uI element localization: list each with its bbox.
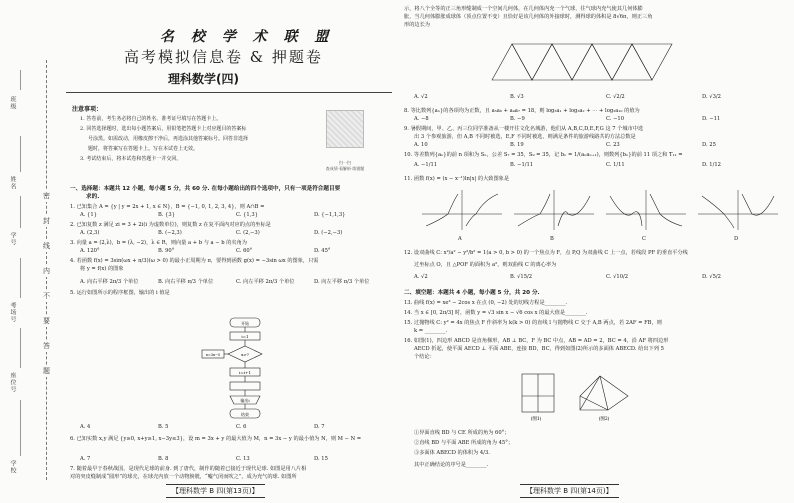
- page-footer-right: 【理科数学 B 四(第14页)】: [520, 484, 619, 498]
- question-stem: 15. 过抛物线 C: y² = 4x 的焦点 F 作斜率为 k(k > 0) 的直线 l 与抛物线 C 交于 A,B 两点，若 2AF = FB，则: [404, 320, 662, 326]
- section-heading: 二、填空题：本题共 4 小题，每小题 5 分，共 20 分.: [404, 290, 540, 296]
- flow-end: 结束: [241, 412, 249, 417]
- question-stem: 8. 等比数列{aₙ}的各项均为正数，且 a₅a₆ + a₄a₇ = 18，则 log₃a₁ + log₃a₂ + ⋯ + log₃a₁₀ 的值为: [404, 108, 640, 114]
- option: D. 1/12: [702, 162, 721, 168]
- option: D. 25: [702, 142, 716, 148]
- option: B. 8: [158, 456, 169, 462]
- option: B. (−2,3): [158, 230, 182, 236]
- option: A. 10: [414, 142, 428, 148]
- option: B. −9: [510, 116, 525, 122]
- option: D. 向左平移 π/3 个单位: [314, 279, 370, 285]
- question-stem-cont: AECD 折起，使平面 AECD ⊥ 平面 ABE，连接 BD，BC，得到如图(2)所示的多面体 ABECD. 给出下列 5: [414, 346, 664, 352]
- option: A. (2,3): [80, 230, 100, 236]
- question-stem: 7. 随着最早于春秋战国，是现代足球的前身. 到了唐代，制作的随着已接近于现代足球. 如图是用八片相: [70, 466, 307, 472]
- option: B: [550, 236, 554, 242]
- note-line: 1. 答卷前，考生务必将自己的姓名、准考证号填写在答题卡上。: [80, 116, 222, 122]
- geometry-figures: [516, 366, 636, 422]
- seal-char: 题: [43, 367, 50, 375]
- flow-check: x>?: [241, 352, 249, 357]
- section-heading: 一、选择题：本题共 12 小题，每小题 5 分，共 60 分. 在每小题给出的四个选项中，只有一项是符合题目要: [70, 186, 341, 192]
- question-stem: 12. 设双曲线 C: x²/a² − y²/b² = 1(a > 0, b > 0) 的一个焦点为 F，点 P,Q 为双曲线 C 上一点，若线段 PF 的垂直平分线: [404, 250, 688, 256]
- seal-char: 不: [43, 292, 50, 300]
- option: D. {−1,1,3}: [314, 212, 346, 218]
- option: A. 4: [80, 424, 91, 430]
- seal-char: 答: [43, 342, 50, 350]
- option: A. {1}: [80, 212, 97, 218]
- option: A. √2: [414, 94, 428, 100]
- binding-label-id: 学号: [9, 232, 16, 246]
- option: D. √3/2: [702, 94, 721, 100]
- fig2-label: (图2): [598, 417, 610, 422]
- subject-title: 理科数学(四): [168, 72, 239, 86]
- question-stem: 3. 向量 a = (2,λ)，b = (λ, −2)，λ ∈ R，则向量 a + b 与 a − b 的夹角为: [70, 240, 247, 246]
- seal-char: 内: [43, 267, 50, 275]
- question-stem-cont: 将 y = f(x) 的图象: [80, 266, 124, 272]
- option: C. {1,3}: [236, 212, 258, 218]
- option: A. 120°: [80, 248, 100, 254]
- question-stem: 2. 已知复数 z 满足 zi = 3 + 2i(i 为虚数单位)，则复数 z 在复平面内对应的点的坐标是: [70, 222, 271, 228]
- option: D. (−2,−3): [314, 230, 343, 236]
- intro-line: 胀，当几何体膨胀成球体（顶点位置不变）且恰好是该几何体的外接球时，测得球的体积是 8√6π，则正三角: [404, 14, 653, 20]
- option: C. (2,−3): [236, 230, 260, 236]
- intro-line: 示，将八个全等的正三角形缝制成一个空间几何体，在几何体内充一个气球，往气球内充气使其几何体膨: [404, 6, 643, 12]
- option: B. {3}: [158, 212, 176, 218]
- option: A: [458, 236, 462, 242]
- left-column: [66, 0, 392, 503]
- option: A. −8: [414, 116, 429, 122]
- option: A. 7: [80, 456, 91, 462]
- option: C. 1/11: [606, 162, 625, 168]
- option: B. 19: [510, 142, 524, 148]
- question-stem: 5. 运行如图所示的程序框图，输出的 i 值是: [70, 290, 170, 296]
- note-line: 3. 考试结束后，将本试卷和答题卡一并交回。: [80, 156, 182, 162]
- question-stem-cont: k = ________.: [414, 328, 448, 334]
- question-stem: 10. 等差数列{aₙ}的前 n 项和为 Sₙ，公差 S₇ = 35，S₉ = 35，记 bₙ = 1/(aₙaₙ₊₁)，则数列{bₙ}的前 11 项之和 T₁₁ =: [404, 152, 683, 158]
- option: A. −1/11: [414, 162, 438, 168]
- option: B. 向右平移 π/3 个单位: [158, 279, 214, 285]
- option: D. 7: [314, 424, 325, 430]
- right-column: [400, 0, 788, 503]
- flow-init: i=1: [241, 334, 249, 339]
- seal-char: 封: [43, 217, 50, 225]
- section-heading-cont: 求的.: [86, 194, 100, 200]
- conclusion: ①异面直线 BD 与 CE 所成的角为 60°；: [414, 430, 510, 436]
- conclusion: ③多面体 ABECD 的体积为 4/3.: [414, 450, 490, 456]
- option: C. 向左平移 2π/3 个单位: [236, 279, 295, 285]
- option: C. 60°: [236, 248, 253, 254]
- option: C. 6: [236, 424, 247, 430]
- question-stem: 13. 曲线 f(x) = xe³ − 2cos x 在点 (0, −2) 处的切线方程是________.: [404, 300, 568, 306]
- octahedron-net-figure: [482, 40, 692, 84]
- flow-start: 开始: [241, 321, 249, 326]
- question-stem-cont: 个结论：: [414, 354, 435, 360]
- divider: [66, 92, 392, 93]
- seal-char: 线: [43, 242, 50, 250]
- intro-line: 形的边长为: [404, 22, 430, 28]
- option: C. −10: [606, 116, 625, 122]
- seal-char: 要: [43, 317, 50, 325]
- question-stem: 6. 已知实数 x,y 满足 {y≥0, x+y≥1, x−3y≤3}，设 m = 3x + y 的最大值为 M，n = 3x − y 的最小值为 N，则 M − N =: [70, 436, 362, 442]
- conclusion: ②直线 BD 与平面 ABE 所成的角为 45°；: [414, 440, 514, 446]
- note-line: 号涂黑。如需改动，用橡皮擦干净后，再选涂其他答案标号。回答非选择: [88, 136, 249, 142]
- question-stem: 14. 当 x ∈ [0, 2π/3] 时，函数 y = √3 sin x − √6 cos x 的最大值是________.: [404, 310, 588, 316]
- option: D. √5/2: [702, 274, 721, 280]
- question-stem: 9. 暑假期间，甲、乙、丙三位同学准备从一楼开往文化名城游，他们从 A,B,C,D,E,F,G 这 7 个城市中选: [404, 126, 644, 132]
- question-stem: 16. 如图(1)，四边形 ABCD 是直角梯形，AB ⊥ BC，F 为 BC 中点，AB = AD = 2，BC = 4，沿 AF 将四边形: [404, 338, 669, 344]
- flow-output: 输出i: [240, 398, 250, 403]
- binding-margin: [0, 0, 64, 503]
- note-line: 题时，将答案写在答题卡上。写在本试卷上无效。: [88, 146, 199, 152]
- question-stem-cont: 过坐标点 O，且 △POF 的面积为 a²，则双曲线 C 的离心率为: [414, 262, 557, 268]
- qr-code[interactable]: [326, 110, 364, 148]
- notes-heading: 注意事项：: [72, 106, 103, 113]
- function-graph-options: [418, 186, 788, 232]
- answer-prompt: 其中正确结论的序号是________.: [414, 462, 489, 468]
- note-line: 2. 回答选择题时，选出每小题答案后，用铅笔把答题卡上对应题目的答案标: [80, 126, 247, 132]
- option: C. √2/2: [606, 94, 625, 100]
- binding-label-school: 学校: [9, 460, 16, 474]
- option: D. 45°: [314, 248, 331, 254]
- option: D. −11: [702, 116, 721, 122]
- binding-label-room: 考场号: [9, 302, 16, 323]
- option: B. √15/2: [510, 274, 533, 280]
- binding-label-name: 姓名: [9, 176, 16, 190]
- exam-title: 高考模拟信息卷 & 押题卷: [124, 48, 323, 66]
- option: B. √3: [510, 94, 524, 100]
- binding-label-class: 班级: [9, 96, 16, 110]
- question-stem: 1. 已知集合 A = {y | y = 2x + 1, x ∈ N}，B = {−1, 0, 1, 2, 3, 4}，则 A∩B =: [70, 204, 265, 210]
- option: B. −1/11: [510, 162, 534, 168]
- fig1-label: (图1): [530, 417, 542, 422]
- option: C. 13: [236, 456, 250, 462]
- option: D. 15: [314, 456, 328, 462]
- question-stem: 11. 函数 f(x) = (x − x⁻¹)ln|x| 的大致图象是: [404, 176, 510, 182]
- option: B. 90°: [158, 248, 175, 254]
- question-stem-cont: 出 3 个参观旅游，但 A,B 不同时被选，E,F 不同时被选，则满足条件的旅游线路共的方法总数是: [414, 134, 636, 140]
- question-stem-cont: 对的突皮缝制成“圆形”的球壳，在球壳内放一个动物膀胱，“嘘气闭而吹之”，成为充气的球. 如图所: [70, 474, 297, 480]
- flow-output-x: x=3x−5: [205, 353, 221, 357]
- flowchart-figure: [200, 316, 290, 420]
- page-footer-left: 【理科数学 B 四(第13页)】: [166, 484, 265, 498]
- option: A. 向右平移 2π/3 个单位: [80, 279, 139, 285]
- question-stem: 4. 若函数 f(x) = 3sin(ωx + π/3)(ω > 0) 的最小正周期为 π，要得到函数 g(x) = −3sin ωx 的图象，只需: [70, 258, 319, 264]
- brand-title: 名 校 学 术 联 盟: [160, 29, 335, 45]
- option: B. 5: [158, 424, 169, 430]
- option: D: [734, 236, 739, 242]
- binding-label-seat: 座位号: [9, 372, 16, 393]
- scan-caption: 扫一扫 查成绩·看解析·练错题: [325, 160, 365, 171]
- seal-char: 密: [43, 192, 50, 200]
- option: C. 23: [606, 142, 620, 148]
- flow-increment: i=i+1: [239, 370, 251, 375]
- option: C: [642, 236, 646, 242]
- option: C. √10/2: [606, 274, 629, 280]
- option: A. √2: [414, 274, 428, 280]
